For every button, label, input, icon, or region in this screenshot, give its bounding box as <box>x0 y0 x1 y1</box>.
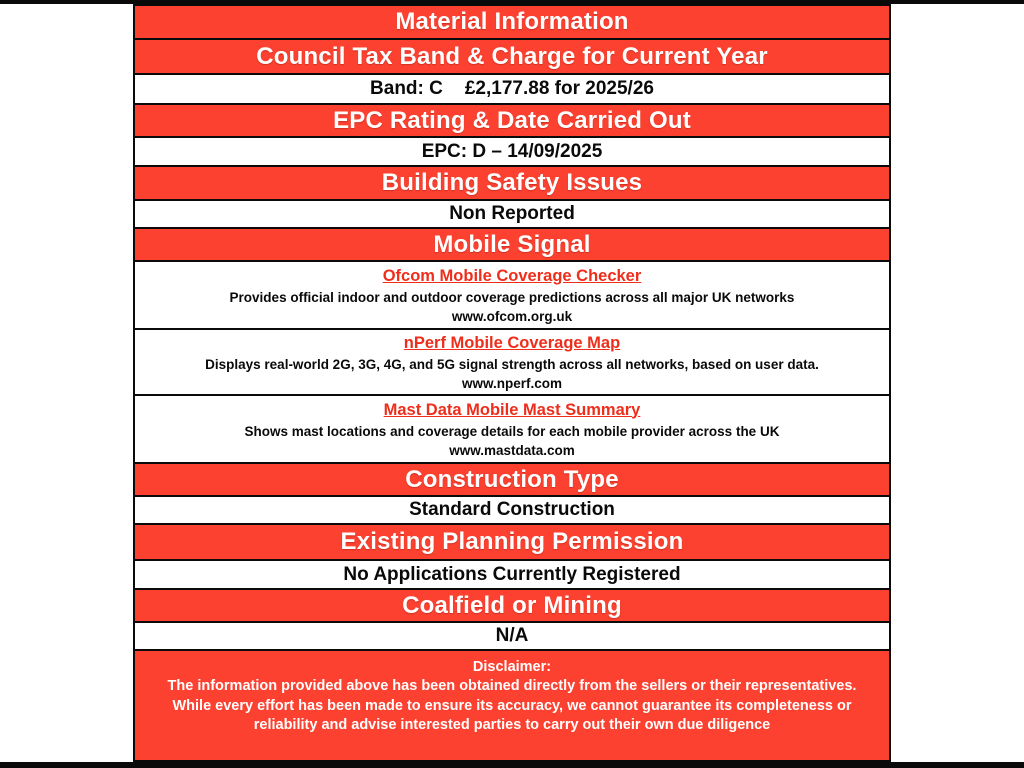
mobile-signal-header-band <box>135 229 889 262</box>
council-tax-value <box>370 78 654 100</box>
material-information-table <box>133 4 891 762</box>
epc-header: EPC Rating & Date Carried Out <box>333 106 691 134</box>
council-tax-header-band <box>135 40 889 75</box>
mastdata-description: Shows mast locations and coverage details for each mobile provider across the UK <box>244 423 780 439</box>
planning-header-band <box>135 525 889 561</box>
construction-value: Standard Construction <box>409 499 615 520</box>
building-safety-header-band <box>135 167 889 201</box>
ofcom-link-block <box>135 262 889 330</box>
disclaimer-block <box>135 651 889 760</box>
coalfield-value: N/A <box>495 625 529 646</box>
planning-value-row <box>135 561 889 590</box>
table-title: Material Information <box>395 8 629 35</box>
ofcom-url: www.ofcom.org.uk <box>451 308 573 324</box>
planning-header: Existing Planning Permission <box>340 528 684 555</box>
nperf-description: Displays real-world 2G, 3G, 4G, and 5G signal strength across all networks, based on user data. <box>205 356 819 372</box>
construction-value-row <box>135 497 889 525</box>
disclaimer-heading: Disclaimer: <box>472 659 552 675</box>
epc-value: EPC: D – 14/09/2025 <box>421 140 603 162</box>
mastdata-link[interactable]: Mast Data Mobile Mast Summary <box>383 400 641 419</box>
epc-header-band <box>135 105 889 138</box>
mastdata-link-block <box>135 396 889 464</box>
ofcom-description: Provides official indoor and outdoor coverage predictions across all major UK networks <box>229 289 795 305</box>
building-safety-value-row <box>135 201 889 229</box>
council-tax-charge: £2,177.88 for 2025/26 <box>464 78 654 99</box>
epc-value-row <box>135 138 889 167</box>
building-safety-header: Building Safety Issues <box>381 169 643 196</box>
bottom-letterbox-strip <box>0 762 1024 768</box>
council-tax-band: Band: C <box>370 78 443 99</box>
construction-header-band <box>135 464 889 497</box>
nperf-link-block <box>135 330 889 396</box>
coalfield-value-row <box>135 623 889 651</box>
nperf-link[interactable]: nPerf Mobile Coverage Map <box>403 333 621 352</box>
mastdata-url: www.mastdata.com <box>449 442 575 458</box>
table-title-band <box>135 6 889 40</box>
coalfield-header-band <box>135 590 889 623</box>
council-tax-header: Council Tax Band & Charge for Current Year <box>256 42 768 70</box>
ofcom-link[interactable]: Ofcom Mobile Coverage Checker <box>382 266 642 285</box>
planning-value: No Applications Currently Registered <box>343 563 681 585</box>
council-tax-value-row <box>135 75 889 105</box>
coalfield-header: Coalfield or Mining <box>402 591 622 619</box>
mobile-signal-header: Mobile Signal <box>433 230 591 258</box>
disclaimer-body: The information provided above has been obtained directly from the sellers or their representatives. While every effort has been made to ensure its accuracy, we cannot guarantee its completeness or reliability and advise interested parties to carry out their own due diligence <box>167 678 857 733</box>
nperf-url: www.nperf.com <box>461 375 562 391</box>
construction-header: Construction Type <box>405 465 619 493</box>
building-safety-value: Non Reported <box>449 203 575 224</box>
